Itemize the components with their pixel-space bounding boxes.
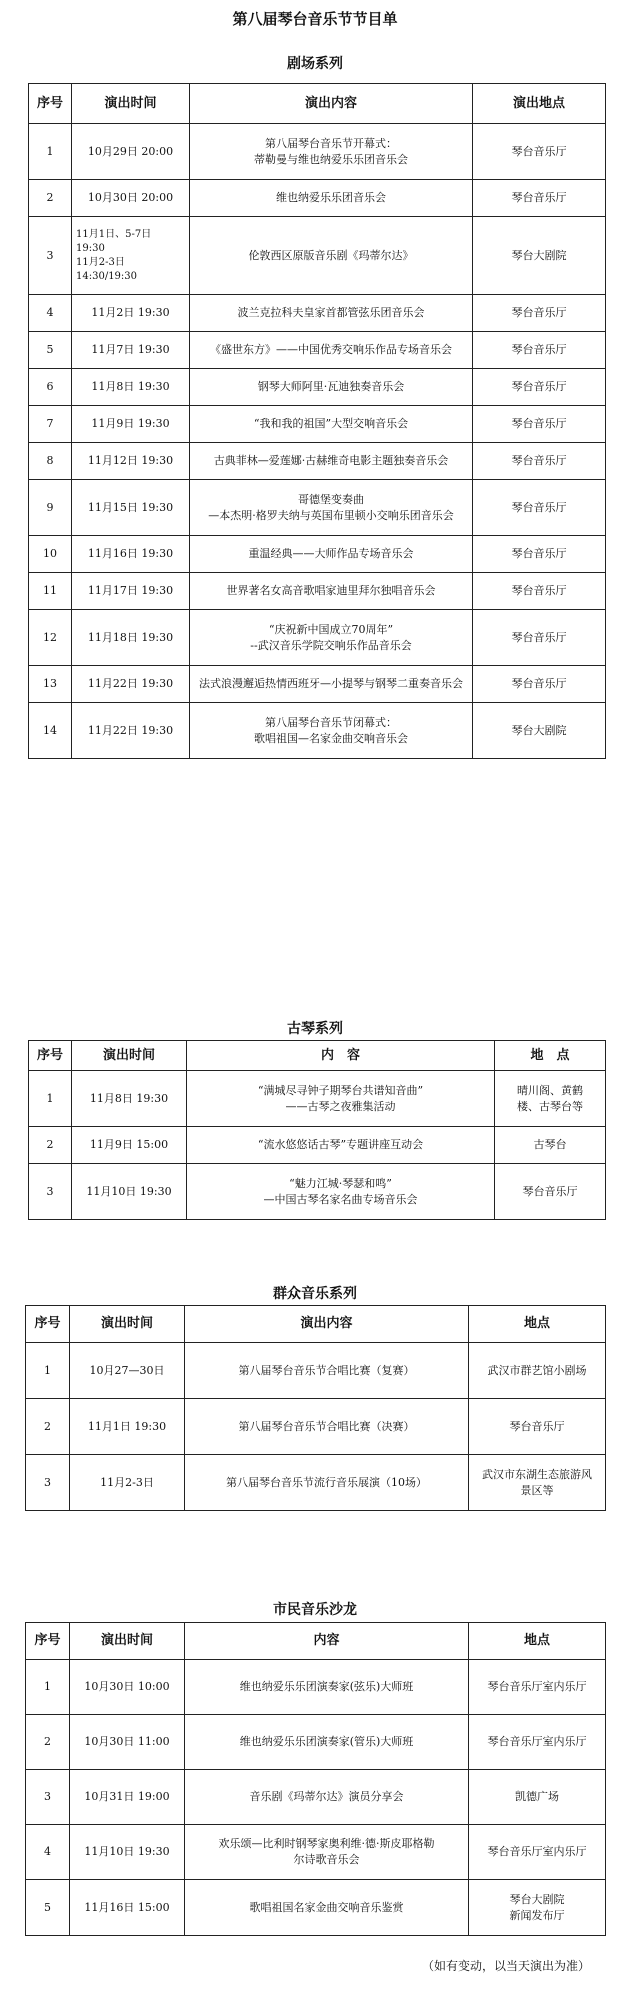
content-cell	[190, 443, 473, 480]
venue-line: 琴台音乐厅	[511, 630, 567, 644]
content-cell	[190, 332, 473, 369]
row-number: 11	[29, 573, 72, 610]
content-cell	[185, 1455, 469, 1511]
content-cell	[190, 369, 473, 406]
table-row	[29, 295, 606, 332]
table-row	[29, 124, 606, 180]
table-row	[29, 217, 606, 295]
venue-cell	[473, 369, 606, 406]
content-cell	[185, 1715, 469, 1770]
venue-cell	[473, 703, 606, 759]
content-cell	[190, 406, 473, 443]
time-cell	[72, 480, 190, 536]
content-line: 古典菲林—爱莲娜·古赫维奇电影主题独奏音乐会	[213, 454, 449, 467]
time-line: 11月22日 19:30	[87, 677, 174, 690]
venue-cell	[473, 666, 606, 703]
time-line: 11月8日 19:30	[89, 1091, 169, 1105]
venue-line: 琴台音乐厅	[511, 417, 567, 430]
content-cell	[190, 703, 473, 759]
content-line: 音乐剧《玛蒂尔达》演员分享会	[249, 1790, 404, 1803]
time-cell	[70, 1770, 185, 1825]
content-line: 钢琴大师阿里·瓦迪独奏音乐会	[257, 380, 405, 393]
content-line: 法式浪漫邂逅热情西班牙—小提琴与钢琴二重奏音乐会	[199, 677, 463, 690]
time-line: 10月30日 11:00	[84, 1735, 170, 1748]
venue-line: 琴台音乐厅	[511, 584, 567, 597]
content-line: 欢乐颂—比利时钢琴家奥利维·德·斯皮耶格勒	[218, 1837, 435, 1850]
content-line: 歌唱祖国名家金曲交响音乐鉴赏	[249, 1900, 404, 1914]
content-cell	[190, 610, 473, 666]
venue-cell	[495, 1127, 606, 1164]
venue-line: 琴台音乐厅	[511, 144, 567, 158]
time-cell	[70, 1825, 185, 1880]
time-line: 11月1日 19:30	[87, 1419, 167, 1433]
row-number: 2	[29, 180, 72, 217]
venue-line: 凯德广场	[515, 1790, 559, 1803]
content-line: 维也纳爱乐乐团音乐会	[276, 191, 386, 204]
row-number: 2	[26, 1715, 70, 1770]
table-row	[29, 332, 606, 369]
venue-line: 景区等	[520, 1483, 554, 1497]
table-row	[26, 1343, 606, 1399]
time-line: 11月10日 19:30	[84, 1845, 170, 1858]
time-cell	[70, 1343, 185, 1399]
content-cell	[190, 180, 473, 217]
section-title-public: 群众音乐系列	[273, 1286, 357, 1302]
table-row	[29, 480, 606, 536]
content-cell	[190, 124, 473, 180]
column-header: 地点	[469, 1306, 606, 1343]
content-line: 蒂勒曼与维也纳爱乐乐团音乐会	[254, 152, 408, 166]
table-row	[29, 369, 606, 406]
venue-cell	[469, 1770, 606, 1825]
header-row	[29, 1041, 606, 1071]
row-number: 1	[29, 124, 72, 180]
table-row	[26, 1825, 606, 1880]
content-cell	[190, 666, 473, 703]
row-number: 7	[29, 406, 72, 443]
time-line: 10月27—30日	[89, 1363, 165, 1377]
table-row	[29, 703, 606, 759]
column-header: 演出时间	[70, 1306, 185, 1343]
time-line: 11月2日 19:30	[91, 306, 170, 319]
venue-line: 琴台音乐厅	[509, 1419, 565, 1433]
time-cell	[70, 1399, 185, 1455]
time-cell	[72, 1164, 187, 1220]
time-line: 11月18日 19:30	[87, 630, 174, 644]
row-number: 1	[29, 1071, 72, 1127]
venue-cell	[495, 1164, 606, 1220]
time-line: 11月12日 19:30	[87, 454, 174, 467]
time-cell	[72, 180, 190, 217]
venue-line: 琴台音乐厅室内乐厅	[487, 1680, 587, 1693]
venue-line: 武汉市东湖生态旅游风	[482, 1467, 592, 1481]
content-cell	[185, 1343, 469, 1399]
content-cell	[185, 1660, 469, 1715]
venue-cell	[473, 180, 606, 217]
row-number: 12	[29, 610, 72, 666]
venue-cell	[469, 1825, 606, 1880]
time-line: 10月30日 10:00	[84, 1680, 170, 1693]
table-row	[29, 1127, 606, 1164]
row-number: 2	[29, 1127, 72, 1164]
public-music-table	[25, 1305, 606, 1511]
content-cell	[185, 1880, 469, 1936]
content-cell	[185, 1770, 469, 1825]
section-title-salon: 市民音乐沙龙	[273, 1602, 357, 1618]
time-cell	[72, 124, 190, 180]
row-number: 4	[26, 1825, 70, 1880]
time-line: 11月10日 19:30	[86, 1184, 172, 1198]
content-line: 波兰克拉科夫皇家首都管弦乐团音乐会	[237, 306, 425, 319]
content-line: 维也纳爱乐乐团演奏家(弦乐)大师班	[239, 1680, 414, 1693]
table-row	[29, 443, 606, 480]
venue-line: 琴台音乐厅	[511, 454, 567, 467]
time-cell	[72, 406, 190, 443]
salon-table	[25, 1622, 606, 1936]
table-row	[26, 1770, 606, 1825]
content-cell	[187, 1071, 495, 1127]
venue-line: 琴台音乐厅	[511, 380, 567, 393]
content-line: “庆祝新中国成立70周年”	[268, 622, 394, 636]
row-number: 1	[26, 1660, 70, 1715]
table-row	[26, 1880, 606, 1936]
column-header: 地 点	[495, 1041, 606, 1071]
time-line: 10月29日 20:00	[87, 144, 174, 158]
time-line: 10月31日 19:00	[84, 1790, 170, 1803]
column-header: 序号	[26, 1306, 70, 1343]
row-number: 4	[29, 295, 72, 332]
time-cell	[72, 443, 190, 480]
column-header: 演出内容	[190, 84, 473, 124]
content-line: 第八届琴台音乐节流行音乐展演（10场）	[226, 1475, 427, 1489]
venue-cell	[473, 480, 606, 536]
table-row	[29, 406, 606, 443]
time-line: 11月7日 19:30	[91, 343, 170, 356]
venue-line: 琴台音乐厅	[511, 306, 567, 319]
content-line: 《盛世东方》——中国优秀交响乐作品专场音乐会	[210, 343, 452, 356]
table-row	[29, 1164, 606, 1220]
venue-cell	[473, 610, 606, 666]
time-line: 14:30/19:30	[76, 270, 138, 282]
header-row	[26, 1306, 606, 1343]
table-row	[29, 573, 606, 610]
time-line: 11月16日 15:00	[84, 1900, 170, 1914]
time-cell	[72, 703, 190, 759]
venue-cell	[473, 406, 606, 443]
header-row	[29, 84, 606, 124]
table-row	[26, 1660, 606, 1715]
venue-line: 琴台大剧院	[511, 248, 567, 262]
column-header: 内 容	[187, 1041, 495, 1071]
time-line: 11月16日 19:30	[87, 547, 174, 560]
venue-cell	[473, 124, 606, 180]
row-number: 13	[29, 666, 72, 703]
row-number: 10	[29, 536, 72, 573]
table-row	[29, 536, 606, 573]
content-line: 歌唱祖国—名家金曲交响音乐会	[254, 731, 408, 745]
venue-line: 古琴台	[533, 1138, 567, 1151]
content-line: 第八届琴台音乐节闭幕式：	[265, 715, 397, 729]
time-cell	[70, 1660, 185, 1715]
row-number: 3	[29, 217, 72, 295]
column-header: 演出地点	[473, 84, 606, 124]
content-line: 伦敦西区原版音乐剧《玛蒂尔达》	[248, 248, 414, 262]
time-line: 11月2-3日	[76, 256, 125, 268]
venue-cell	[469, 1880, 606, 1936]
time-line: 11月22日 19:30	[87, 723, 174, 737]
table-row	[26, 1715, 606, 1770]
venue-line: 琴台大剧院	[511, 723, 567, 737]
content-cell	[190, 480, 473, 536]
column-header: 地点	[469, 1623, 606, 1660]
row-number: 2	[26, 1399, 70, 1455]
content-cell	[187, 1164, 495, 1220]
venue-line: 琴台音乐厅	[511, 191, 567, 204]
venue-line: 新闻发布厅	[509, 1908, 565, 1922]
time-cell	[72, 573, 190, 610]
venue-cell	[469, 1343, 606, 1399]
column-header: 序号	[29, 84, 72, 124]
time-cell	[70, 1880, 185, 1936]
venue-cell	[469, 1399, 606, 1455]
content-line: --武汉音乐学院交响乐作品音乐会	[250, 638, 412, 652]
column-header: 演出时间	[70, 1623, 185, 1660]
table-row	[26, 1455, 606, 1511]
content-cell	[185, 1825, 469, 1880]
time-cell	[72, 369, 190, 406]
time-line: 11月17日 19:30	[87, 584, 174, 597]
content-line: “我和我的祖国”大型交响音乐会	[253, 417, 409, 430]
table-row	[29, 180, 606, 217]
content-cell	[190, 217, 473, 295]
venue-cell	[473, 217, 606, 295]
venue-line: 琴台音乐厅	[511, 500, 567, 514]
content-line: —本杰明·格罗夫纳与英国布里顿小交响乐团音乐会	[208, 508, 454, 522]
venue-line: 琴台音乐厅	[511, 343, 567, 356]
content-line: “满城尽寻钟子期琴台共谱知音曲”	[257, 1083, 424, 1097]
venue-cell	[473, 573, 606, 610]
time-cell	[72, 332, 190, 369]
time-line: 11月8日 19:30	[91, 380, 170, 393]
row-number: 9	[29, 480, 72, 536]
column-header: 内容	[185, 1623, 469, 1660]
venue-cell	[473, 536, 606, 573]
column-header: 序号	[26, 1623, 70, 1660]
content-line: 重温经典——大师作品专场音乐会	[248, 547, 414, 560]
venue-cell	[495, 1071, 606, 1127]
time-cell	[72, 666, 190, 703]
venue-line: 琴台音乐厅室内乐厅	[487, 1735, 587, 1748]
content-line: ——古琴之夜雅集活动	[285, 1099, 396, 1113]
venue-cell	[473, 443, 606, 480]
time-line: 10月30日 20:00	[87, 191, 174, 204]
column-header: 演出时间	[72, 1041, 187, 1071]
row-number: 5	[26, 1880, 70, 1936]
time-cell	[72, 295, 190, 332]
content-cell	[190, 536, 473, 573]
time-cell	[72, 536, 190, 573]
change-note: （如有变动，以当天演出为准）	[421, 1959, 590, 1973]
table-row	[26, 1399, 606, 1455]
venue-line: 琴台音乐厅	[511, 547, 567, 560]
time-cell	[72, 217, 190, 295]
content-line: “魅力江城·琴瑟和鸣”	[289, 1176, 392, 1190]
venue-cell	[469, 1455, 606, 1511]
theatre-table	[28, 83, 606, 759]
content-line: —中国古琴名家名曲专场音乐会	[263, 1192, 418, 1206]
section-title-guqin: 古琴系列	[287, 1021, 343, 1037]
row-number: 3	[26, 1770, 70, 1825]
venue-cell	[473, 332, 606, 369]
content-line: 维也纳爱乐乐团演奏家(管乐)大师班	[239, 1735, 414, 1748]
venue-line: 琴台音乐厅室内乐厅	[487, 1845, 587, 1858]
time-line: 11月9日 15:00	[89, 1138, 169, 1151]
row-number: 6	[29, 369, 72, 406]
content-line: 第八届琴台音乐节合唱比赛（复赛）	[238, 1363, 415, 1377]
venue-cell	[473, 295, 606, 332]
table-row	[29, 610, 606, 666]
venue-cell	[469, 1660, 606, 1715]
header-row	[26, 1623, 606, 1660]
time-cell	[72, 1127, 187, 1164]
content-line: 第八届琴台音乐节开幕式：	[265, 136, 397, 150]
content-cell	[190, 573, 473, 610]
content-line: “流水悠悠话古琴”专题讲座互动会	[257, 1138, 424, 1151]
table-row	[29, 1071, 606, 1127]
venue-line: 琴台音乐厅	[511, 677, 567, 690]
section-title-theatre: 剧场系列	[287, 56, 343, 72]
row-number: 3	[29, 1164, 72, 1220]
venue-line: 琴台大剧院	[509, 1892, 565, 1906]
row-number: 3	[26, 1455, 70, 1511]
time-line: 11月2-3日	[100, 1475, 154, 1489]
content-line: 第八届琴台音乐节合唱比赛（决赛）	[238, 1419, 415, 1433]
time-cell	[70, 1455, 185, 1511]
content-line: 哥德堡变奏曲	[298, 492, 364, 506]
row-number: 8	[29, 443, 72, 480]
venue-line: 晴川阁、黄鹤	[517, 1083, 583, 1097]
column-header: 演出时间	[72, 84, 190, 124]
content-cell	[185, 1399, 469, 1455]
guqin-table	[28, 1040, 606, 1220]
content-cell	[187, 1127, 495, 1164]
venue-cell	[469, 1715, 606, 1770]
time-line: 11月9日 19:30	[91, 417, 170, 430]
time-line: 11月15日 19:30	[87, 500, 174, 514]
table-row	[29, 666, 606, 703]
time-line: 11月1日、5-7日	[76, 228, 152, 240]
venue-line: 楼、古琴台等	[517, 1099, 583, 1113]
content-cell	[190, 295, 473, 332]
venue-line: 武汉市群艺馆小剧场	[487, 1363, 587, 1377]
content-line: 尔诗歌音乐会	[293, 1853, 360, 1866]
row-number: 1	[26, 1343, 70, 1399]
content-line: 世界著名女高音歌唱家迪里拜尔独唱音乐会	[226, 584, 436, 597]
time-cell	[72, 1071, 187, 1127]
time-cell	[72, 610, 190, 666]
page-title: 第八届琴台音乐节节目单	[232, 10, 398, 28]
column-header: 序号	[29, 1041, 72, 1071]
column-header: 演出内容	[185, 1306, 469, 1343]
time-line: 19:30	[76, 242, 105, 254]
venue-line: 琴台音乐厅	[522, 1184, 578, 1198]
time-cell	[70, 1715, 185, 1770]
row-number: 14	[29, 703, 72, 759]
row-number: 5	[29, 332, 72, 369]
